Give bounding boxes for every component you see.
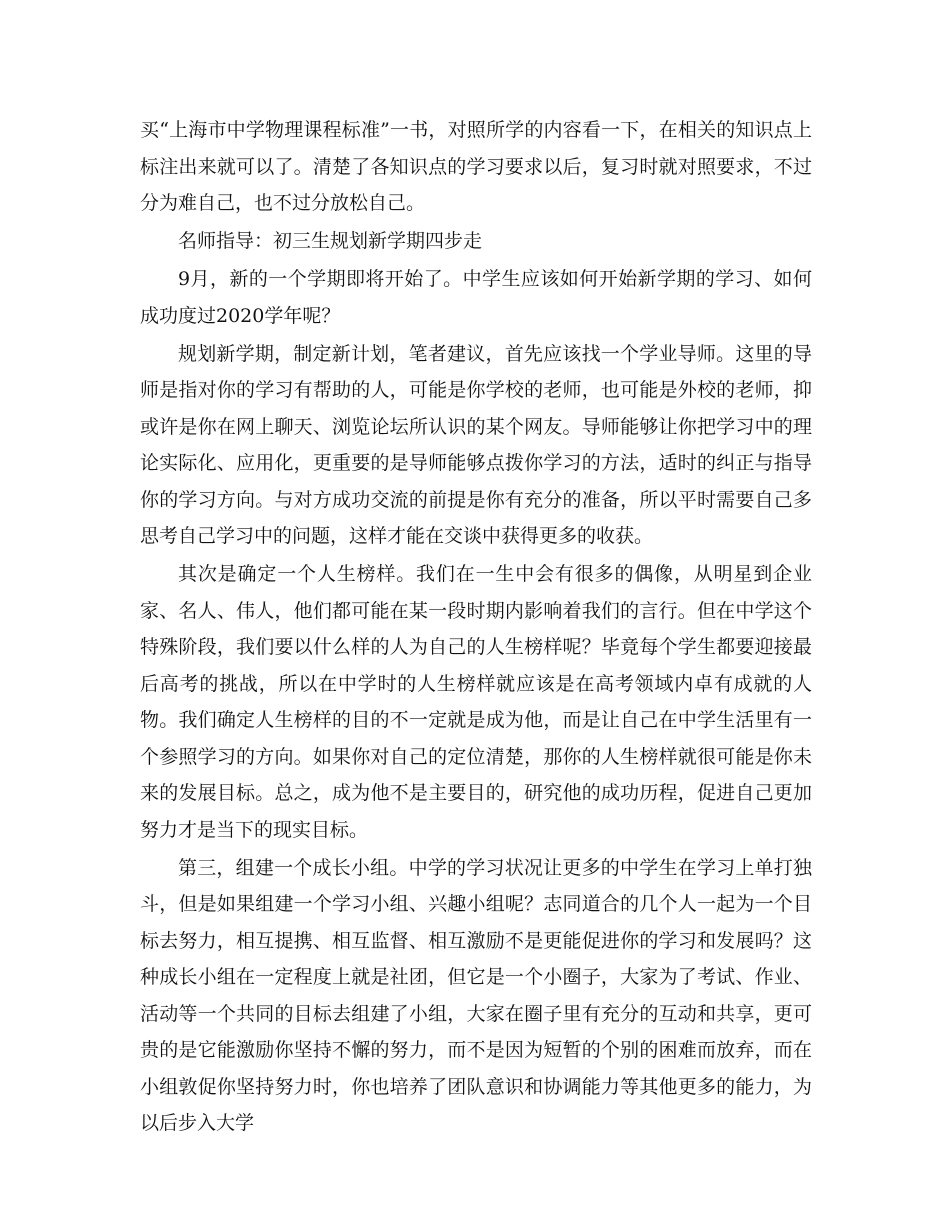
document-page	[140, 112, 812, 1143]
paragraph-growth-group: 第三，组建一个成长小组。中学的学习状况让更多的中学生在学习上单打独斗，但是如果组建一个学习小组、兴趣小组呢？志同道合的几个人一起为一个目标去努力，相互提携、相互监督、相互激励不是更能促进你的学习和发展吗？这种成长小组在一定程度上就是社团，但它是一个小圈子，大家为了考试、作业、活动等一个共同的目标去组建了小组，大家在圈子里有充分的互动和共享，更可贵的是它能激励你坚持不懈的努力，而不是因为短暂的个别的困难而放弃，而在小组敦促你坚持努力时，你也培养了团队意识和协调能力等其他更多的能力，为以后步入大学	[140, 856, 812, 1134]
paragraph-role-model: 其次是确定一个人生榜样。我们在一生中会有很多的偶像，从明星到企业家、名人、伟人，他们都可能在某一段时期内影响着我们的言行。但在中学这个特殊阶段，我们要以什么样的人为自己的人生榜样呢？毕竟每个学生都要迎接最后高考的挑战，所以在中学时的人生榜样就应该是在高考领域内卓有成就的人物。我们确定人生榜样的目的不一定就是成为他，而是让自己在中学生活里有一个参照学习的方向。如果你对自己的定位清楚，那你的人生榜样就很可能是你未来的发展目标。总之，成为他不是主要目的，研究他的成功历程，促进自己更加努力才是当下的现实目标。	[140, 563, 812, 841]
paragraph-intro: 9月，新的一个学期即将开始了。中学生应该如何开始新学期的学习、如何成功度过2020学年呢？	[140, 268, 812, 327]
paragraph-continuation: 买“上海市中学物理课程标准”一书，对照所学的内容看一下，在相关的知识点上标注出来就可以了。清楚了各知识点的学习要求以后，复习时就对照要求，不过分为难自己，也不过分放松自己。	[140, 119, 812, 214]
paragraph-mentor: 规划新学期，制定新计划，笔者建议，首先应该找一个学业导师。这里的导师是指对你的学习有帮助的人，可能是你学校的老师，也可能是外校的老师，抑或许是你在网上聊天、浏览论坛所认识的某个网友。导师能够让你把学习中的理论实际化、应用化，更重要的是导师能够点拨你学习的方法，适时的纠正与指导你的学习方向。与对方成功交流的前提是你有充分的准备，所以平时需要自己多思考自己学习中的问题，这样才能在交谈中获得更多的收获。	[140, 342, 812, 547]
section-heading: 名师指导：初三生规划新学期四步走	[178, 230, 483, 252]
